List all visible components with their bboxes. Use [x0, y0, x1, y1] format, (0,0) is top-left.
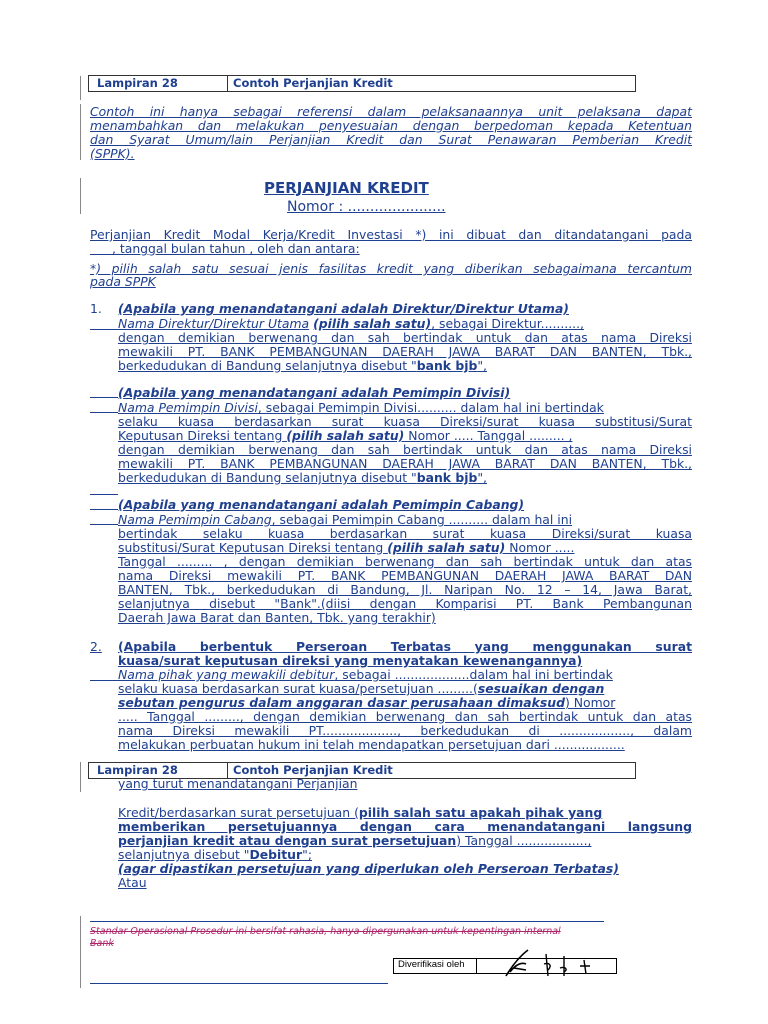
signature-marks: [500, 946, 600, 980]
blank-line: [90, 254, 112, 255]
text-line: [118, 471, 487, 484]
footnote-line: *) pilih salah satu sesuai jenis fasilitas kredit yang diberikan sebagaimana tercantum: [90, 261, 692, 276]
header-divider: [227, 76, 228, 91]
emphasis: pilih salah satu apakah pihak yang: [358, 805, 603, 820]
margin-bar: [80, 178, 81, 214]
name-placeholder: Nama Pemimpin Divisi: [118, 400, 258, 415]
footnote-line: pada SPPK: [90, 274, 156, 289]
note-line: dan Syarat Umum/lain Perjanjian Kredit dan Surat Penawaran Pemberian Kredit: [90, 132, 692, 147]
emphasis: sesuaikan dengan: [477, 681, 605, 696]
text-line: mewakili PT. BANK PEMBANGUNAN DAERAH JAWA BARAT DAN BANTEN, Tbk.,: [118, 456, 692, 471]
text-line: mewakili PT. BANK PEMBANGUNAN DAERAH JAWA BARAT DAN BANTEN, Tbk.,: [118, 344, 692, 359]
text-part: ";: [302, 847, 312, 862]
note-line: menambahkan dan melakukan penyesuaian dengan berpedoman kepada Ketentuan: [90, 118, 692, 133]
text-line: dengan demikian berwenang dan sah bertindak untuk dan atas nama Direksi: [118, 442, 692, 457]
contoh-label: Contoh Perjanjian Kredit: [233, 76, 393, 90]
indent-line: [90, 494, 118, 495]
indent-line: [90, 412, 118, 413]
text-line: dengan demikian berwenang dan sah bertindak untuk dan atas nama Direksi: [118, 330, 692, 345]
lampiran-label: Lampiran 28: [97, 76, 178, 90]
text-part: , sebagai Pemimpin Divisi.......... dalam hal ini bertindak: [257, 400, 604, 415]
indent-line: [90, 680, 118, 681]
intro-line: , tanggal bulan tahun , oleh dan antara:: [112, 241, 360, 256]
indent-line: [90, 509, 118, 510]
emphasis: sebutan pengurus dalam anggaran dasar perusahaan dimaksud: [118, 695, 565, 710]
indent-line: [90, 397, 118, 398]
name-placeholder: Nama Pemimpin Cabang: [118, 512, 272, 527]
text-part: Nomor ..... Tanggal ......... ,: [404, 428, 573, 443]
text-line: [118, 429, 692, 442]
section-heading: (Apabila berbentuk Perseroan Terbatas yang menggunakan surat: [118, 639, 692, 654]
text-line: melakukan perbuatan hukum ini telah mendapatkan persetujuan dari ..................: [118, 737, 625, 752]
intro-line: Perjanjian Kredit Modal Kerja/Kredit Investasi *) ini dibuat dan ditandatangani pada: [90, 227, 692, 242]
text-part: ",: [477, 470, 487, 485]
text-part: , sebagai ...................dalam hal ini bertindak: [334, 667, 613, 682]
text-line: memberikan persetujuannya dengan cara menandatangani langsung: [118, 819, 692, 834]
text-part: , sebagai Pemimpin Cabang .......... dalam hal ini: [271, 512, 573, 527]
text-line: [118, 848, 312, 861]
choice-note: (pilih salah satu): [286, 428, 405, 443]
section-heading: (Apabila yang menandatangani adalah Direktur/Direktur Utama): [118, 301, 569, 316]
footer-rule: [90, 983, 388, 984]
bank-bjb: bank bjb: [416, 358, 478, 373]
section-heading: (Apabila yang menandatangani adalah Pemimpin Cabang): [118, 497, 525, 512]
text-line: [118, 401, 692, 414]
name-placeholder: Nama pihak yang mewakili debitur: [118, 667, 335, 682]
text-line: [118, 513, 692, 526]
footer-text: Bank: [90, 938, 114, 949]
text-line: [118, 806, 692, 819]
section-number: 1.: [90, 301, 102, 316]
debitur: Debitur: [249, 847, 303, 862]
text-line: nama Direksi mewakili PT..................., berkedudukan di .................., dalam: [118, 723, 692, 738]
text-line: ..... Tanggal ........., dengan demikian berwenang dan sah bertindak untuk dan atas: [118, 709, 692, 724]
text-line: [118, 696, 692, 709]
margin-bar: [80, 104, 81, 160]
margin-bar: [80, 916, 81, 988]
header-box: [88, 75, 636, 92]
text-part: selanjutnya disebut ": [118, 847, 250, 862]
text-line: selaku kuasa berdasarkan surat kuasa Direksi/surat kuasa substitusi/Surat: [118, 414, 692, 429]
text-line: BANTEN, Tbk., berkedudukan di Bandung, Jl. Naripan No. 12 – 14, Jawa Barat,: [118, 582, 692, 597]
text-line: Tanggal ......... , dengan demikian berwenang dan sah bertindak untuk dan atas: [118, 554, 692, 569]
text-part: berkedudukan di Bandung selanjutnya disebut ": [118, 470, 417, 485]
note-line: Contoh ini hanya sebagai referensi dalam pelaksanaannya unit pelaksana dapat: [90, 104, 692, 119]
indent-line: [90, 524, 118, 525]
text-line: bertindak selaku kuasa berdasarkan surat kuasa Direksi/surat kuasa: [118, 526, 692, 541]
footer-rule: [90, 921, 604, 922]
box-divider: [476, 959, 477, 973]
text-line: [118, 359, 487, 372]
text-line: [118, 682, 692, 695]
section-heading: (Apabila yang menandatangani adalah Pemimpin Divisi): [118, 385, 511, 400]
choice-note: (pilih salah satu): [387, 540, 506, 555]
text-part: Keputusan Direksi tentang: [118, 428, 283, 443]
text-line: [118, 834, 692, 847]
indent-line: [90, 329, 118, 330]
bank-bjb: bank bjb: [416, 470, 478, 485]
section-number: 2.: [90, 639, 102, 654]
emphasis: perjanjian kredit atau dengan surat persetujuan: [118, 833, 457, 848]
text-part: berkedudukan di Bandung selanjutnya disebut ": [118, 358, 417, 373]
footer-text: Standar Operasional Prosedur ini bersifat rahasia, hanya dipergunakan untuk kepentingan internal: [90, 926, 561, 937]
text-line: (agar dipastikan persetujuan yang diperlukan oleh Perseroan Terbatas): [118, 861, 619, 876]
text-line: nama Direksi mewakili PT. BANK PEMBANGUNAN DAERAH JAWA BARAT DAN: [118, 568, 692, 583]
text-line: selanjutnya disebut "Bank".(diisi dengan Komparisi PT. Bank Pembangunan: [118, 596, 692, 611]
text-part: substitusi/Surat Keputusan Direksi tentang: [118, 540, 384, 555]
name-placeholder: Nama Direktur/Direktur Utama: [118, 316, 310, 331]
contoh-label: Contoh Perjanjian Kredit: [233, 763, 393, 777]
text-line: Daerah Jawa Barat dan Banten, Tbk. yang terakhir): [118, 610, 436, 625]
text-part: , sebagai Direktur..........,: [431, 316, 584, 331]
note-line: (SPPK).: [90, 146, 135, 161]
text-part: Kredit/berdasarkan surat persetujuan (: [118, 805, 359, 820]
nomor-line: Nomor : ......................: [287, 199, 446, 215]
lampiran-label: Lampiran 28: [97, 763, 178, 777]
text-line: [118, 668, 692, 681]
text-part: selaku kuasa berdasarkan surat kuasa/persetujuan .........(: [118, 681, 478, 696]
verification-label: Diverifikasi oleh: [398, 959, 465, 970]
text-line: yang turut menandatangani Perjanjian: [118, 776, 358, 791]
margin-bar: [80, 762, 81, 792]
text-part: ) Nomor: [564, 695, 616, 710]
text-line: [118, 317, 692, 330]
margin-bar: [80, 76, 81, 100]
section-heading: kuasa/surat keputusan direksi yang menyatakan kewenangannya): [118, 653, 583, 668]
text-part: ) Tanggal ..................,: [456, 833, 592, 848]
page-title: PERJANJIAN KREDIT: [264, 179, 429, 197]
text-line: [118, 541, 692, 554]
choice-note: (pilih salah satu): [313, 316, 432, 331]
text-part: Nomor .....: [505, 540, 575, 555]
text-part: ",: [477, 358, 487, 373]
text-line: Atau: [118, 875, 147, 890]
